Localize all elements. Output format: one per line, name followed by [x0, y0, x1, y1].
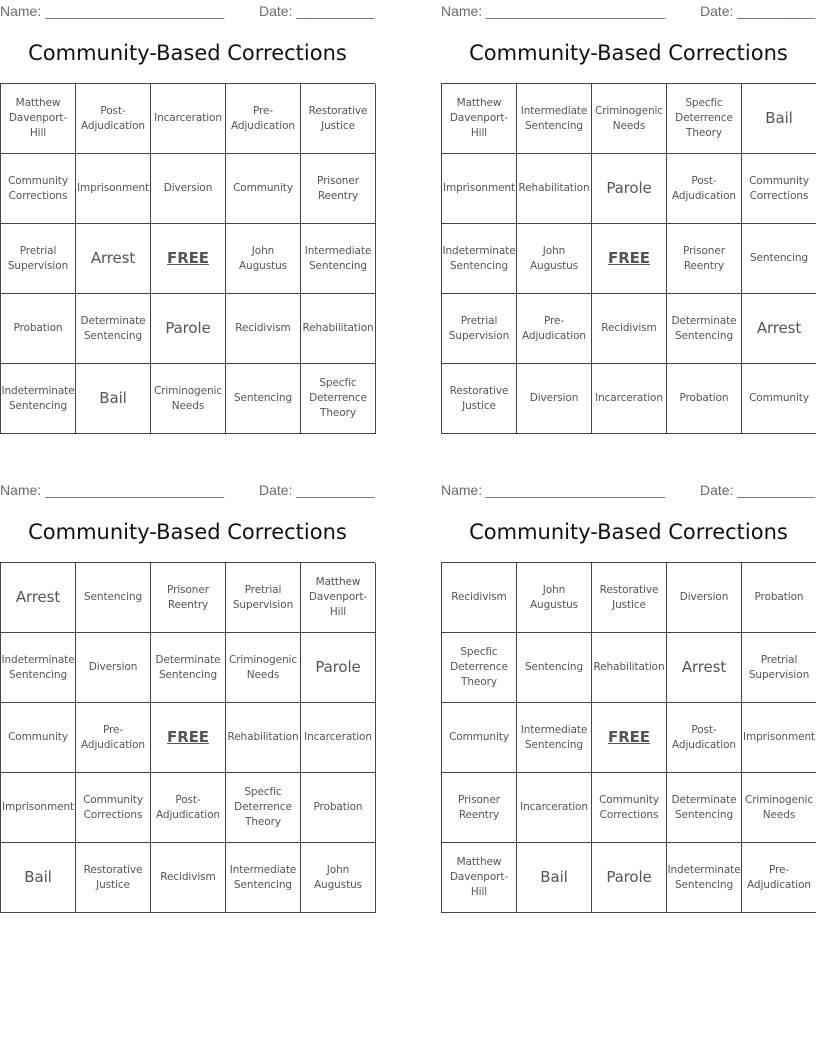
- bingo-cell[interactable]: Bail: [517, 843, 592, 913]
- bingo-cell[interactable]: Indeterminate Sentencing: [1, 633, 76, 703]
- bingo-cell[interactable]: Community Corrections: [592, 773, 667, 843]
- bingo-cell[interactable]: Diversion: [517, 364, 592, 434]
- bingo-cell[interactable]: Arrest: [76, 224, 151, 294]
- bingo-cell[interactable]: Pretrial Supervision: [742, 633, 816, 703]
- bingo-cell[interactable]: Specfic Deterrence Theory: [226, 773, 301, 843]
- bingo-cell[interactable]: Community: [442, 703, 517, 773]
- bingo-cell[interactable]: Rehabilitation: [226, 703, 301, 773]
- bingo-cell[interactable]: Intermediate Sentencing: [517, 84, 592, 154]
- bingo-cell[interactable]: Community: [1, 703, 76, 773]
- bingo-cell[interactable]: Recidivism: [592, 294, 667, 364]
- bingo-cell[interactable]: Incarceration: [592, 364, 667, 434]
- date-field[interactable]: Date: __________: [700, 482, 816, 498]
- bingo-cell[interactable]: Arrest: [742, 294, 816, 364]
- bingo-cell[interactable]: Community: [742, 364, 816, 434]
- date-field[interactable]: Date: __________: [259, 3, 375, 19]
- free-space-cell[interactable]: FREE: [151, 703, 226, 773]
- bingo-cell[interactable]: Intermediate Sentencing: [301, 224, 376, 294]
- bingo-cell[interactable]: Determinate Sentencing: [667, 773, 742, 843]
- bingo-cell[interactable]: Indeterminate Sentencing: [667, 843, 742, 913]
- bingo-cell[interactable]: Post- Adjudication: [667, 703, 742, 773]
- name-date-line: [0, 482, 375, 498]
- bingo-cell[interactable]: Incarceration: [301, 703, 376, 773]
- bingo-cell[interactable]: Pretrial Supervision: [1, 224, 76, 294]
- bingo-cell[interactable]: Bail: [76, 364, 151, 434]
- card-title: Community-Based Corrections: [469, 520, 788, 544]
- bingo-cell[interactable]: Parole: [301, 633, 376, 703]
- name-field[interactable]: Name: _______________________: [441, 3, 666, 19]
- bingo-cell[interactable]: Recidivism: [226, 294, 301, 364]
- free-space-cell[interactable]: FREE: [151, 224, 226, 294]
- bingo-cell[interactable]: Bail: [742, 84, 816, 154]
- bingo-cell[interactable]: Criminogenic Needs: [592, 84, 667, 154]
- bingo-cell[interactable]: Sentencing: [76, 563, 151, 633]
- bingo-cell[interactable]: Rehabilitation: [592, 633, 667, 703]
- name-field[interactable]: Name: _______________________: [441, 482, 666, 498]
- bingo-cell[interactable]: Community: [226, 154, 301, 224]
- bingo-cell[interactable]: Post- Adjudication: [151, 773, 226, 843]
- bingo-cell[interactable]: Probation: [667, 364, 742, 434]
- bingo-cell[interactable]: Criminogenic Needs: [226, 633, 301, 703]
- bingo-cell[interactable]: Indeterminate Sentencing: [1, 364, 76, 434]
- bingo-cell[interactable]: Incarceration: [517, 773, 592, 843]
- bingo-cell[interactable]: Determinate Sentencing: [151, 633, 226, 703]
- name-date-line: [0, 3, 375, 19]
- bingo-cell[interactable]: Restorative Justice: [442, 364, 517, 434]
- bingo-cell[interactable]: Imprisonment: [76, 154, 151, 224]
- name-date-line: [441, 482, 816, 498]
- bingo-cell[interactable]: John Augustus: [517, 563, 592, 633]
- bingo-cell[interactable]: John Augustus: [226, 224, 301, 294]
- date-field[interactable]: Date: __________: [259, 482, 375, 498]
- bingo-cell[interactable]: Arrest: [667, 633, 742, 703]
- bingo-cell[interactable]: Determinate Sentencing: [76, 294, 151, 364]
- bingo-cell[interactable]: Specfic Deterrence Theory: [667, 84, 742, 154]
- bingo-cell[interactable]: Pre- Adjudication: [742, 843, 816, 913]
- bingo-cell[interactable]: Diversion: [76, 633, 151, 703]
- name-date-line: [441, 3, 816, 19]
- bingo-cell[interactable]: Matthew Davenport-Hill: [442, 84, 517, 154]
- bingo-cell[interactable]: Imprisonment: [742, 703, 816, 773]
- bingo-cell[interactable]: Arrest: [1, 563, 76, 633]
- bingo-cell[interactable]: John Augustus: [517, 224, 592, 294]
- free-space-cell[interactable]: FREE: [592, 703, 667, 773]
- bingo-cell[interactable]: Probation: [1, 294, 76, 364]
- bingo-cell[interactable]: Criminogenic Needs: [742, 773, 816, 843]
- card-title: Community-Based Corrections: [469, 41, 788, 65]
- bingo-cell[interactable]: Criminogenic Needs: [151, 364, 226, 434]
- bingo-cell[interactable]: Prisoner Reentry: [442, 773, 517, 843]
- bingo-cell[interactable]: Sentencing: [226, 364, 301, 434]
- bingo-cell[interactable]: Restorative Justice: [301, 84, 376, 154]
- bingo-cell[interactable]: Recidivism: [151, 843, 226, 913]
- bingo-cell[interactable]: Community Corrections: [76, 773, 151, 843]
- bingo-cell[interactable]: Matthew Davenport-Hill: [301, 563, 376, 633]
- bingo-grid: [441, 83, 816, 434]
- bingo-cell[interactable]: Post- Adjudication: [76, 84, 151, 154]
- bingo-grid: [0, 562, 375, 913]
- bingo-cell[interactable]: Intermediate Sentencing: [517, 703, 592, 773]
- bingo-cell[interactable]: Pretrial Supervision: [226, 563, 301, 633]
- bingo-cell[interactable]: Determinate Sentencing: [667, 294, 742, 364]
- bingo-cell[interactable]: Pre- Adjudication: [226, 84, 301, 154]
- bingo-cell[interactable]: Specfic Deterrence Theory: [301, 364, 376, 434]
- bingo-grid: [441, 562, 816, 913]
- bingo-cell[interactable]: Imprisonment: [1, 773, 76, 843]
- bingo-cell[interactable]: Pre- Adjudication: [517, 294, 592, 364]
- bingo-cell[interactable]: Prisoner Reentry: [151, 563, 226, 633]
- bingo-cell[interactable]: Pretrial Supervision: [442, 294, 517, 364]
- bingo-cell[interactable]: Post- Adjudication: [667, 154, 742, 224]
- bingo-cell[interactable]: Incarceration: [151, 84, 226, 154]
- bingo-cell[interactable]: Diversion: [151, 154, 226, 224]
- bingo-cell[interactable]: Diversion: [667, 563, 742, 633]
- date-field[interactable]: Date: __________: [700, 3, 816, 19]
- name-field[interactable]: Name: _______________________: [0, 3, 225, 19]
- bingo-cell[interactable]: Rehabilitation: [301, 294, 376, 364]
- bingo-cell[interactable]: Prisoner Reentry: [301, 154, 376, 224]
- bingo-cell[interactable]: Prisoner Reentry: [667, 224, 742, 294]
- bingo-cell[interactable]: John Augustus: [301, 843, 376, 913]
- bingo-cell[interactable]: Community Corrections: [742, 154, 816, 224]
- bingo-cell[interactable]: Restorative Justice: [76, 843, 151, 913]
- bingo-cell[interactable]: Pre- Adjudication: [76, 703, 151, 773]
- bingo-cell[interactable]: Bail: [1, 843, 76, 913]
- bingo-cell[interactable]: Specfic Deterrence Theory: [442, 633, 517, 703]
- name-field[interactable]: Name: _______________________: [0, 482, 225, 498]
- bingo-cell[interactable]: Parole: [592, 154, 667, 224]
- bingo-cell[interactable]: Community Corrections: [1, 154, 76, 224]
- bingo-cell[interactable]: Recidivism: [442, 563, 517, 633]
- bingo-cell[interactable]: Probation: [301, 773, 376, 843]
- bingo-cell[interactable]: Indeterminate Sentencing: [442, 224, 517, 294]
- bingo-cell[interactable]: Sentencing: [517, 633, 592, 703]
- bingo-cell[interactable]: Matthew Davenport-Hill: [1, 84, 76, 154]
- bingo-cell[interactable]: Probation: [742, 563, 816, 633]
- bingo-cell[interactable]: Restorative Justice: [592, 563, 667, 633]
- card-title: Community-Based Corrections: [28, 41, 347, 65]
- bingo-cell[interactable]: Intermediate Sentencing: [226, 843, 301, 913]
- bingo-cell[interactable]: Imprisonment: [442, 154, 517, 224]
- bingo-cell[interactable]: Parole: [592, 843, 667, 913]
- bingo-cell[interactable]: Sentencing: [742, 224, 816, 294]
- bingo-cell[interactable]: Parole: [151, 294, 226, 364]
- bingo-cell[interactable]: Matthew Davenport-Hill: [442, 843, 517, 913]
- card-title: Community-Based Corrections: [28, 520, 347, 544]
- free-space-cell[interactable]: FREE: [592, 224, 667, 294]
- bingo-cell[interactable]: Rehabilitation: [517, 154, 592, 224]
- bingo-grid: [0, 83, 375, 434]
